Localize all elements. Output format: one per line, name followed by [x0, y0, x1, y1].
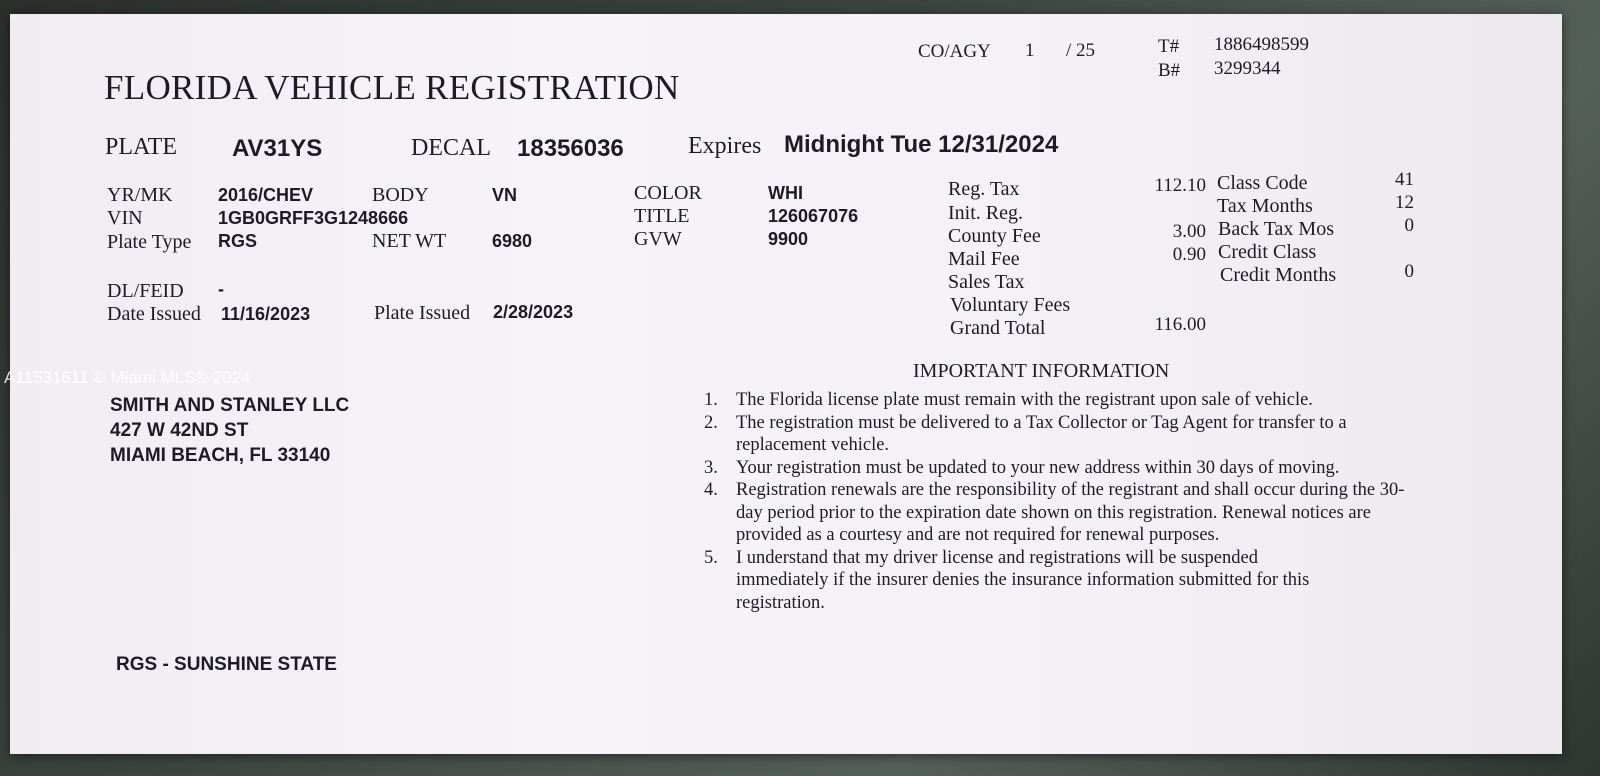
b-number-label: B# — [1158, 60, 1181, 81]
netwt-label: NET WT — [372, 230, 447, 252]
credit-months-value: 0 — [1404, 261, 1414, 282]
grand-total-label: Grand Total — [950, 317, 1046, 339]
class-code-value: 41 — [1395, 169, 1414, 190]
body-label: BODY — [372, 184, 429, 206]
decal-label: DECAL — [411, 135, 491, 161]
grand-total-value: 116.00 — [1154, 314, 1206, 335]
class-code-label: Class Code — [1217, 172, 1308, 194]
title-value: 126067076 — [768, 206, 859, 226]
voluntary-fees-label: Voluntary Fees — [950, 294, 1071, 316]
plate-type-value: RGS — [218, 231, 258, 251]
color-label: COLOR — [634, 182, 702, 204]
tax-months-label: Tax Months — [1217, 195, 1313, 217]
document-title: FLORIDA VEHICLE REGISTRATION — [104, 68, 680, 107]
credit-class-label: Credit Class — [1218, 241, 1317, 263]
gvw-value: 9900 — [768, 229, 809, 249]
title-label: TITLE — [634, 205, 690, 227]
yrmk-label: YR/MK — [107, 184, 173, 206]
co-agy-total: / 25 — [1066, 40, 1096, 61]
info-item-5: 5. I understand that my driver license and registrations will be suspended immediately if the insurer denies the insurance information submitted for this registration. — [704, 547, 1310, 613]
co-agy-label: CO/AGY — [918, 41, 991, 62]
address-line-3: MIAMI BEACH, FL 33140 — [110, 445, 331, 466]
init-reg-label: Init. Reg. — [948, 202, 1023, 224]
plate-issued-label: Plate Issued — [374, 302, 471, 324]
info-item-1: 1. The Florida license plate must remain with the registrant upon sale of vehicle. — [704, 390, 1313, 410]
dlfeid-label: DL/FEID — [107, 280, 184, 302]
mail-fee-label: Mail Fee — [948, 248, 1020, 270]
expires-value: Midnight Tue 12/31/2024 — [784, 131, 1059, 158]
info-item-2: 2. The registration must be delivered to a Tax Collector or Tag Agent for transfer to a replacement vehicle. — [704, 412, 1347, 455]
t-number-value: 1886498599 — [1214, 34, 1309, 55]
dlfeid-value: - — [218, 279, 224, 299]
color-value: WHI — [768, 183, 803, 203]
gvw-label: GVW — [634, 228, 682, 250]
important-info-list — [704, 389, 1424, 614]
back-tax-mos-label: Back Tax Mos — [1218, 218, 1334, 240]
sales-tax-label: Sales Tax — [948, 271, 1025, 293]
info-item-4: 4. Registration renewals are the responsibility of the registrant and shall occur during the 30-day period prior to the expiration date shown on this registration. Renewal notices are provided as a courtesy and are not required for renewal purposes. — [704, 480, 1405, 545]
date-issued-label: Date Issued — [107, 303, 201, 325]
county-fee-label: County Fee — [948, 225, 1041, 247]
credit-months-label: Credit Months — [1220, 264, 1337, 286]
county-fee-value: 3.00 — [1172, 221, 1206, 242]
vin-label: VIN — [107, 207, 143, 229]
yrmk-value: 2016/CHEV — [218, 185, 314, 205]
mail-fee-value: 0.90 — [1172, 244, 1206, 265]
co-agy-value: 1 — [1025, 40, 1035, 61]
info-item-3: 3. Your registration must be updated to your new address within 30 days of moving. — [704, 457, 1340, 478]
address-line-2: 427 W 42ND ST — [110, 420, 249, 441]
mls-watermark: A11531611 © Miami MLS® 2024 — [4, 368, 251, 387]
plate-label: PLATE — [105, 134, 177, 160]
plate-type-label: Plate Type — [107, 231, 192, 253]
plate-issued-value: 2/28/2023 — [493, 302, 574, 322]
address-line-1: SMITH AND STANLEY LLC — [110, 395, 350, 416]
footer-plate-type: RGS - SUNSHINE STATE — [116, 654, 337, 675]
t-number-label: T# — [1158, 36, 1180, 57]
body-value: VN — [492, 185, 518, 205]
reg-tax-label: Reg. Tax — [948, 178, 1020, 200]
decal-value: 18356036 — [517, 135, 624, 162]
tax-months-value: 12 — [1395, 192, 1414, 213]
plate-value: AV31YS — [232, 135, 323, 162]
vin-value: 1GB0GRFF3G1248666 — [218, 208, 409, 228]
back-tax-mos-value: 0 — [1404, 215, 1414, 236]
date-issued-value: 11/16/2023 — [221, 304, 311, 324]
reg-tax-value: 112.10 — [1154, 175, 1206, 196]
registrant-address — [110, 393, 349, 468]
important-info-title: IMPORTANT INFORMATION — [913, 360, 1170, 382]
netwt-value: 6980 — [492, 231, 533, 251]
expires-label: Expires — [688, 133, 762, 159]
b-number-value: 3299344 — [1214, 58, 1281, 79]
